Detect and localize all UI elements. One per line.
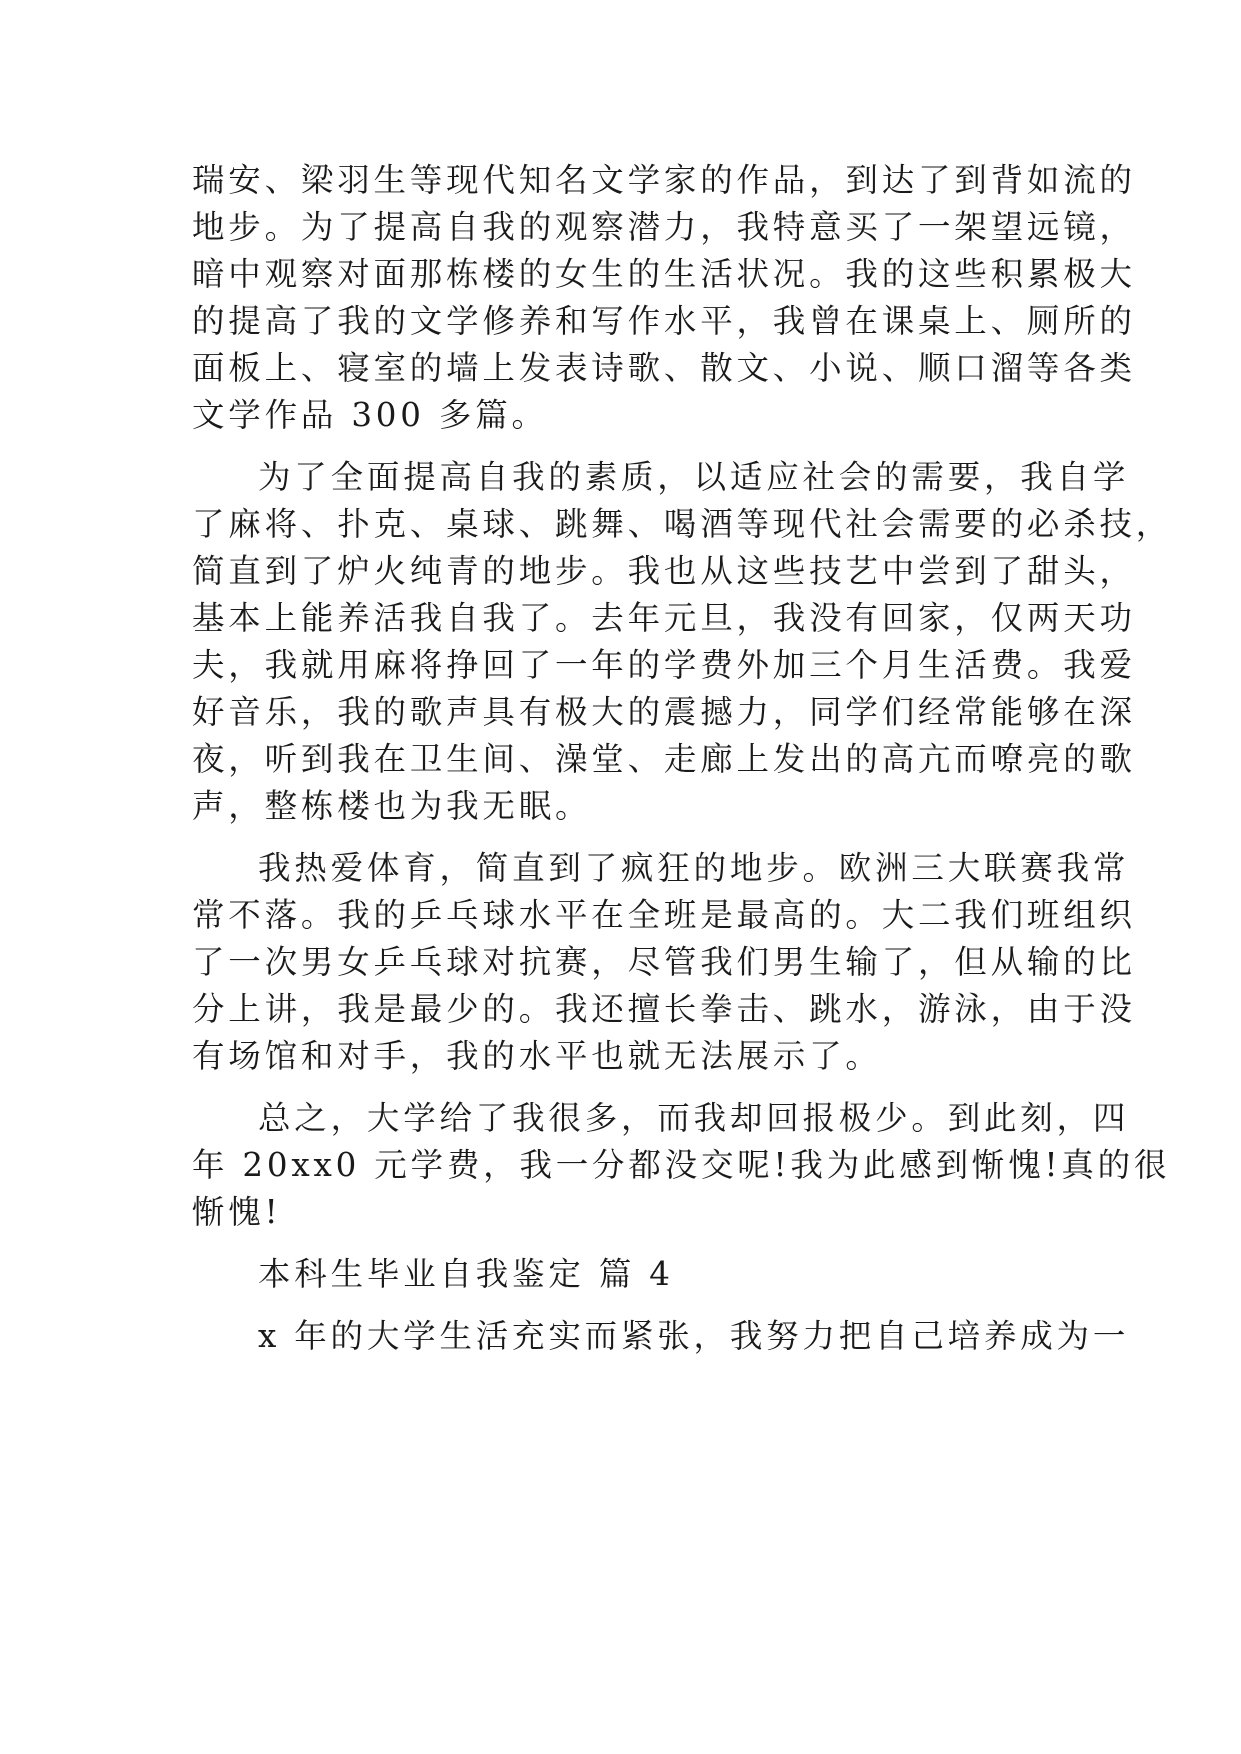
document-body: [192, 157, 1173, 1360]
section-heading: 本科生毕业自我鉴定 篇 4: [258, 1255, 674, 1293]
paragraph-4-line-3: 惭愧!: [192, 1193, 282, 1231]
paragraph-2-line-3: 简直到了炉火纯青的地步。我也从这些技艺中尝到了甜头，: [192, 552, 1136, 590]
paragraph-6-line-1: x 年的大学生活充实而紧张，我努力把自己培养成为一: [258, 1317, 1130, 1355]
paragraph-1-line-2: 地步。为了提高自我的观察潜力，我特意买了一架望远镜，: [192, 208, 1136, 246]
paragraph-2-line-6: 好音乐，我的歌声具有极大的震撼力，同学们经常能够在深: [192, 693, 1136, 731]
paragraph-3-line-2: 常不落。我的乒乓球水平在全班是最高的。大二我们班组织: [192, 896, 1136, 934]
paragraph-3-line-3: 了一次男女乒乓球对抗赛，尽管我们男生输了，但从输的比: [192, 943, 1136, 981]
paragraph-3-line-1: 我热爱体育，简直到了疯狂的地步。欧洲三大联赛我常: [258, 849, 1130, 887]
paragraph-2-line-7: 夜，听到我在卫生间、澡堂、走廊上发出的高亢而嘹亮的歌: [192, 740, 1136, 778]
paragraph-2-line-2: 了麻将、扑克、桌球、跳舞、喝酒等现代社会需要的必杀技，: [192, 505, 1173, 543]
paragraph-1-line-3: 暗中观察对面那栋楼的女生的生活状况。我的这些积累极大: [192, 255, 1136, 293]
paragraph-1-line-6: 文学作品 300 多篇。: [192, 396, 548, 434]
paragraph-3-line-5: 有场馆和对手，我的水平也就无法展示了。: [192, 1037, 882, 1075]
paragraph-2-line-8: 声，整栋楼也为我无眠。: [192, 787, 592, 825]
paragraph-1-line-5: 面板上、寝室的墙上发表诗歌、散文、小说、顺口溜等各类: [192, 349, 1136, 387]
paragraph-4-line-1: 总之，大学给了我很多，而我却回报极少。到此刻，四: [258, 1099, 1130, 1137]
paragraph-3-line-4: 分上讲，我是最少的。我还擅长拳击、跳水，游泳，由于没: [192, 990, 1136, 1028]
paragraph-1-line-4: 的提高了我的文学修养和写作水平，我曾在课桌上、厕所的: [192, 302, 1136, 340]
paragraph-2-line-1: 为了全面提高自我的素质，以适应社会的需要，我自学: [258, 458, 1130, 496]
paragraph-4-line-2: 年 20xx0 元学费，我一分都没交呢!我为此感到惭愧!真的很: [192, 1146, 1171, 1184]
paragraph-2-line-4: 基本上能养活我自我了。去年元旦，我没有回家，仅两天功: [192, 599, 1136, 637]
paragraph-1-line-1: 瑞安、梁羽生等现代知名文学家的作品，到达了到背如流的: [192, 161, 1136, 199]
paragraph-2-line-5: 夫，我就用麻将挣回了一年的学费外加三个月生活费。我爱: [192, 646, 1136, 684]
